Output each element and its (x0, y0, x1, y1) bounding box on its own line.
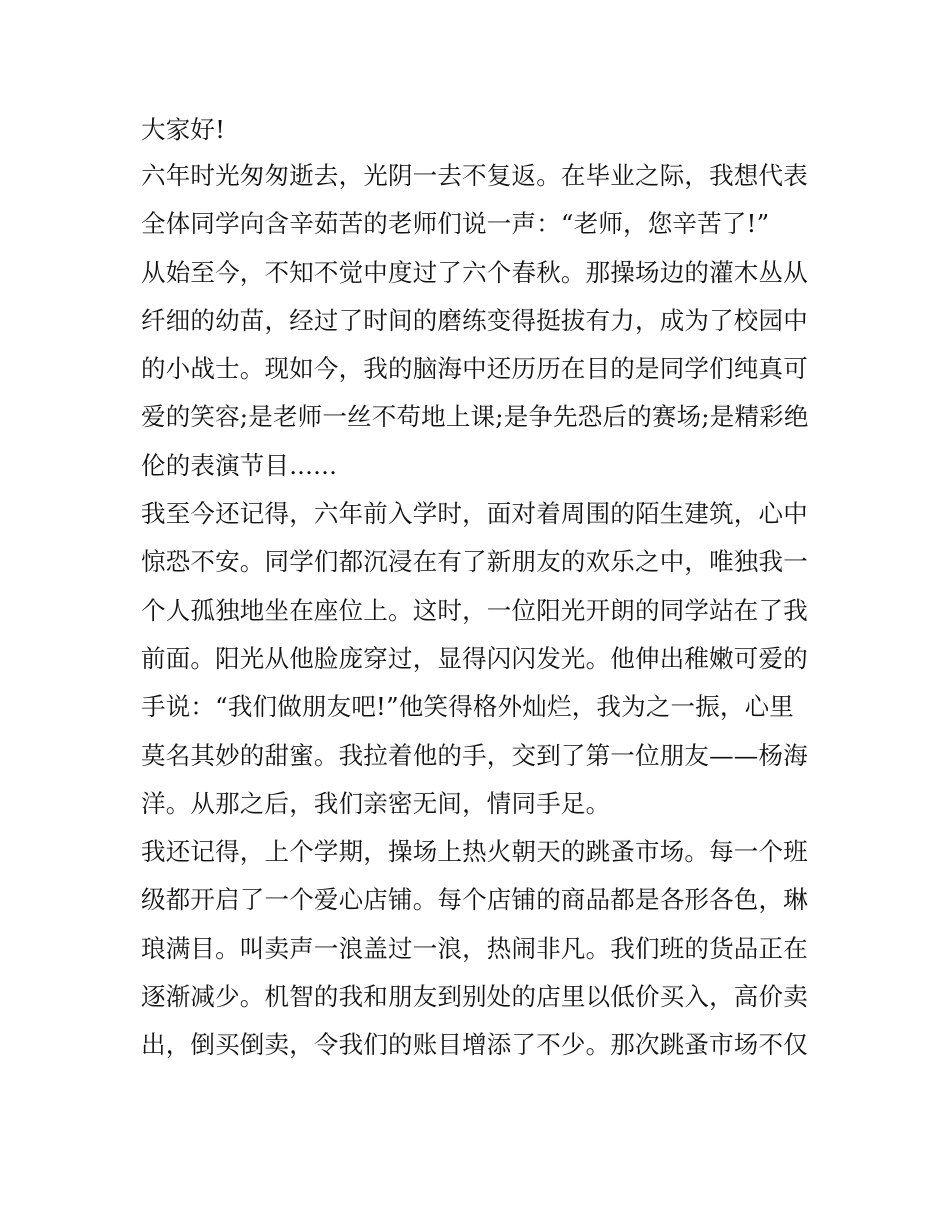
greeting-line: 大家好! (141, 115, 226, 144)
text-line: 惊恐不安。同学们都沉浸在有了新朋友的欢乐之中，唯独我一 (141, 547, 808, 577)
text-line: 前面。阳光从他脸庞穿过，显得闪闪发光。他伸出稚嫩可爱的 (141, 643, 808, 673)
text-line: 个人孤独地坐在座位上。这时，一位阳光开朗的同学站在了我 (141, 595, 808, 625)
text-line: 出，倒买倒卖，令我们的账目增添了不少。那次跳蚤市场不仅 (141, 1030, 808, 1060)
text-line: 六年时光匆匆逝去，光阴一去不复返。在毕业之际，我想代表 (141, 161, 808, 190)
text-line: 手说：“我们做朋友吧!”他笑得格外灿烂，我为之一振，心里 (141, 692, 794, 722)
document-body (141, 108, 821, 1070)
text-line: 莫名其妙的甜蜜。我拉着他的手，交到了第一位朋友——杨海 (141, 740, 808, 770)
text-line: 全体同学向含辛茹苦的老师们说一声：“老师，您辛苦了!” (141, 209, 770, 239)
text-line: 逐渐减少。机智的我和朋友到别处的店里以低价买入，高价卖 (141, 982, 808, 1012)
text-line: 琅满目。叫卖声一浪盖过一浪，热闹非凡。我们班的货品正在 (141, 933, 808, 963)
text-line: 爱的笑容;是老师一丝不苟地上课;是争先恐后的赛场;是精彩绝 (141, 402, 809, 432)
text-line: 纤细的幼苗，经过了时间的磨练变得挺拔有力，成为了校园中 (141, 305, 808, 335)
text-line: 级都开启了一个爱心店铺。每个店铺的商品都是各形各色，琳 (141, 885, 808, 915)
text-line: 我至今还记得，六年前入学时，面对着周围的陌生建筑，心中 (141, 499, 808, 529)
text-line: 的小战士。现如今，我的脑海中还历历在目的是同学们纯真可 (141, 354, 808, 384)
text-line: 我还记得，上个学期，操场上热火朝天的跳蚤市场。每一个班 (141, 837, 808, 867)
text-line: 伦的表演节目...... (141, 450, 338, 480)
text-line: 洋。从那之后，我们亲密无间，情同手足。 (141, 788, 611, 818)
text-line: 从始至今，不知不觉中度过了六个春秋。那操场边的灌木丛从 (141, 257, 808, 287)
